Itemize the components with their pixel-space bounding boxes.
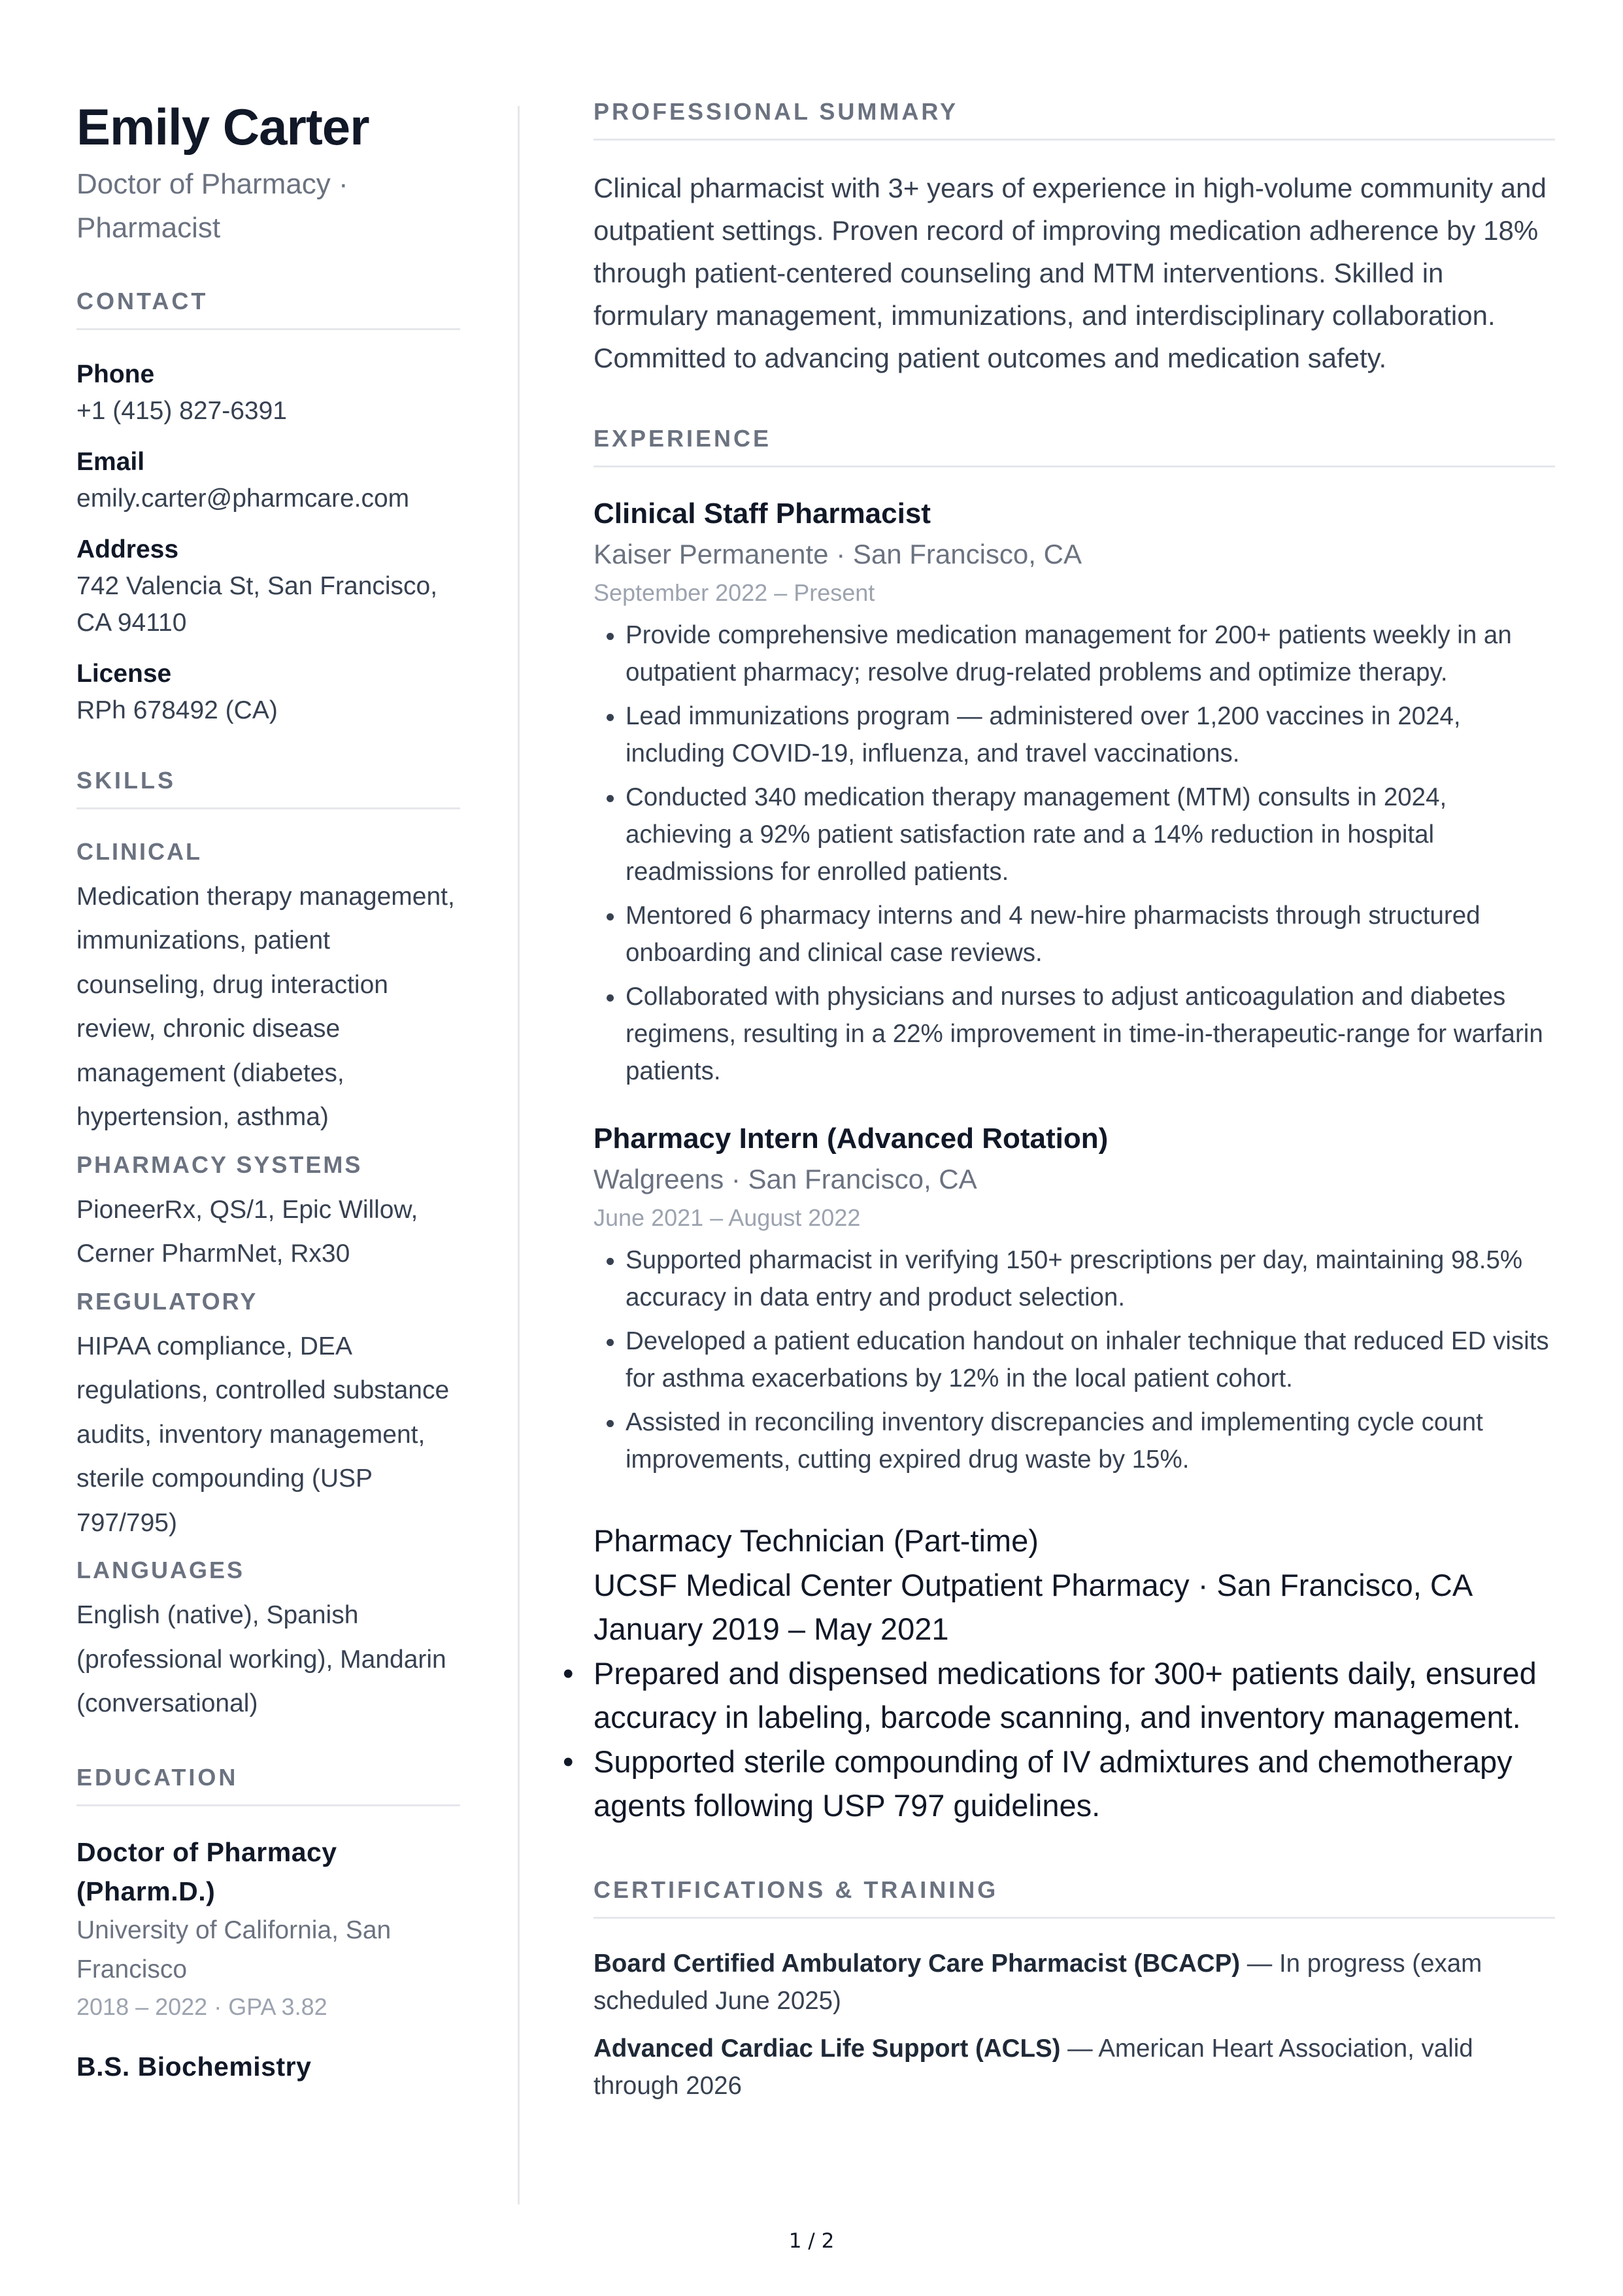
job-title: Clinical Staff Pharmacist (594, 498, 931, 530)
job-dates: September 2022 – Present (594, 579, 875, 606)
job-entry (594, 1519, 1555, 1828)
address-line-1: 742 Valencia St, San Francisco, (76, 571, 438, 600)
email-value: emily.carter@pharmcare.com (76, 484, 410, 513)
job-bullets (594, 1651, 1555, 1828)
experience-heading: EXPERIENCE (594, 425, 1555, 467)
phone-label: Phone (76, 360, 155, 388)
certification-name: Advanced Cardiac Life Support (ACLS) (594, 2034, 1061, 2063)
summary-heading: PROFESSIONAL SUMMARY (594, 98, 1555, 141)
page-number: 1 / 2 (788, 2229, 835, 2253)
job-bullet: • Supported pharmacist in verifying 150+ prescriptions per day, maintaining 98.5% accuracy in data entry and product selection. (626, 1241, 1555, 1316)
certifications-heading: CERTIFICATIONS & TRAINING (594, 1876, 1555, 1919)
job-bullets (594, 616, 1555, 1090)
sidebar (76, 98, 460, 2086)
skill-category-name: PHARMACY SYSTEMS (76, 1151, 363, 1178)
skill-category-text: PioneerRx, QS/1, Epic Willow, Cerner PharmNet, Rx30 (76, 1195, 418, 1268)
job-entry (594, 494, 1555, 1090)
job-bullet: • Supported sterile compounding of IV admixtures and chemotherapy agents following USP 797 guidelines. (594, 1740, 1555, 1828)
phone-value: +1 (415) 827-6391 (76, 396, 287, 425)
job-bullet: • Provide comprehensive medication management for 200+ patients weekly in an outpatient pharmacy; resolve drug-related problems and optimize therapy. (626, 616, 1555, 691)
job-title: Pharmacy Intern (Advanced Rotation) (594, 1123, 1109, 1155)
contact-heading: CONTACT (76, 288, 460, 330)
job-company: Kaiser Permanente · San Francisco, CA (594, 539, 1082, 569)
address-value (76, 568, 460, 641)
job-bullets (594, 1241, 1555, 1478)
skills-heading: SKILLS (76, 767, 460, 809)
title-line-1: Doctor of Pharmacy · (76, 167, 348, 200)
certification-detail: — In progress (exam scheduled June 2025) (594, 1949, 1482, 2015)
candidate-name: Emily Carter (76, 98, 369, 156)
skill-category-text: English (native), Spanish (professional working), Mandarin (conversational) (76, 1601, 446, 1718)
job-bullet: • Conducted 340 medication therapy management (MTM) consults in 2024, achieving a 92% patient satisfaction rate and a 14% reduction in hospital readmissions for enrolled patients. (626, 779, 1555, 890)
skill-category-name: CLINICAL (76, 837, 202, 865)
job-bullet: • Mentored 6 pharmacy interns and 4 new-hire pharmacists through structured onboarding and clinical case reviews. (626, 897, 1555, 971)
license-label: License (76, 659, 172, 688)
education-meta: 2018 – 2022 · GPA 3.82 (76, 1993, 327, 2020)
skill-category-text: HIPAA compliance, DEA regulations, controlled substance audits, inventory management, sterile compounding (USP 797/795) (76, 1332, 450, 1537)
job-dates: January 2019 – May 2021 (594, 1612, 949, 1646)
education-school: University of California, San Francisco (76, 1916, 392, 1984)
job-bullet: • Developed a patient education handout on inhaler technique that reduced ED visits for asthma exacerbations by 12% in the local patient cohort. (626, 1323, 1555, 1397)
skill-category-text: Medication therapy management, immunizations, patient counseling, drug interaction review, chronic disease management (diabetes, hypertension, asthma) (76, 882, 455, 1132)
title-line-2: Pharmacist (76, 211, 221, 244)
certification-name: Board Certified Ambulatory Care Pharmacist (BCACP) (594, 1949, 1241, 1978)
job-bullet: • Assisted in reconciling inventory discrepancies and implementing cycle count improvements, cutting expired drug waste by 15%. (626, 1404, 1555, 1478)
job-dates: June 2021 – August 2022 (594, 1204, 861, 1231)
column-divider (518, 106, 520, 2204)
address-line-2: CA 94110 (76, 608, 187, 637)
job-title: Pharmacy Technician (Part-time) (594, 1523, 1039, 1558)
summary-text: Clinical pharmacist with 3+ years of experience in high-volume community and outpatient settings. Proven record of improving medication adherence by 18% through patient-centered counseling and MTM interventions. Skilled in formulary management, immunizations, and interdisciplinary collaboration. Committed to advancing patient outcomes and medication safety. (594, 173, 1547, 373)
skill-category-name: REGULATORY (76, 1287, 258, 1315)
education-heading: EDUCATION (76, 1764, 460, 1806)
education-section (76, 1832, 460, 2086)
job-bullet: • Prepared and dispensed medications for 300+ patients daily, ensured accuracy in labeling, barcode scanning, and inventory management. (594, 1651, 1555, 1740)
email-label: Email (76, 447, 145, 476)
skill-category-name: LANGUAGES (76, 1557, 245, 1584)
certification-item (594, 1945, 1555, 2019)
job-company: Walgreens · San Francisco, CA (594, 1164, 977, 1194)
main-column (594, 98, 1555, 2115)
education-degree: B.S. Biochemistry (76, 2051, 312, 2082)
certification-detail: — American Heart Association, valid through 2026 (594, 2034, 1473, 2100)
skills-section (76, 836, 460, 1726)
education-degree: Doctor of Pharmacy (Pharm.D.) (76, 1836, 337, 1906)
candidate-title (76, 162, 460, 250)
job-company: UCSF Medical Center Outpatient Pharmacy · San Francisco, CA (594, 1567, 1473, 1602)
job-bullet: • Collaborated with physicians and nurses to adjust anticoagulation and diabetes regimens, resulting in a 22% improvement in time-in-therapeutic-range for warfarin patients. (626, 978, 1555, 1090)
job-bullet: • Lead immunizations program — administered over 1,200 vaccines in 2024, including COVID-19, influenza, and travel vaccinations. (626, 698, 1555, 772)
license-value: RPh 678492 (CA) (76, 696, 278, 724)
address-label: Address (76, 535, 179, 564)
job-entry (594, 1119, 1555, 1478)
certification-item (594, 2030, 1555, 2104)
contact-section (76, 356, 460, 729)
